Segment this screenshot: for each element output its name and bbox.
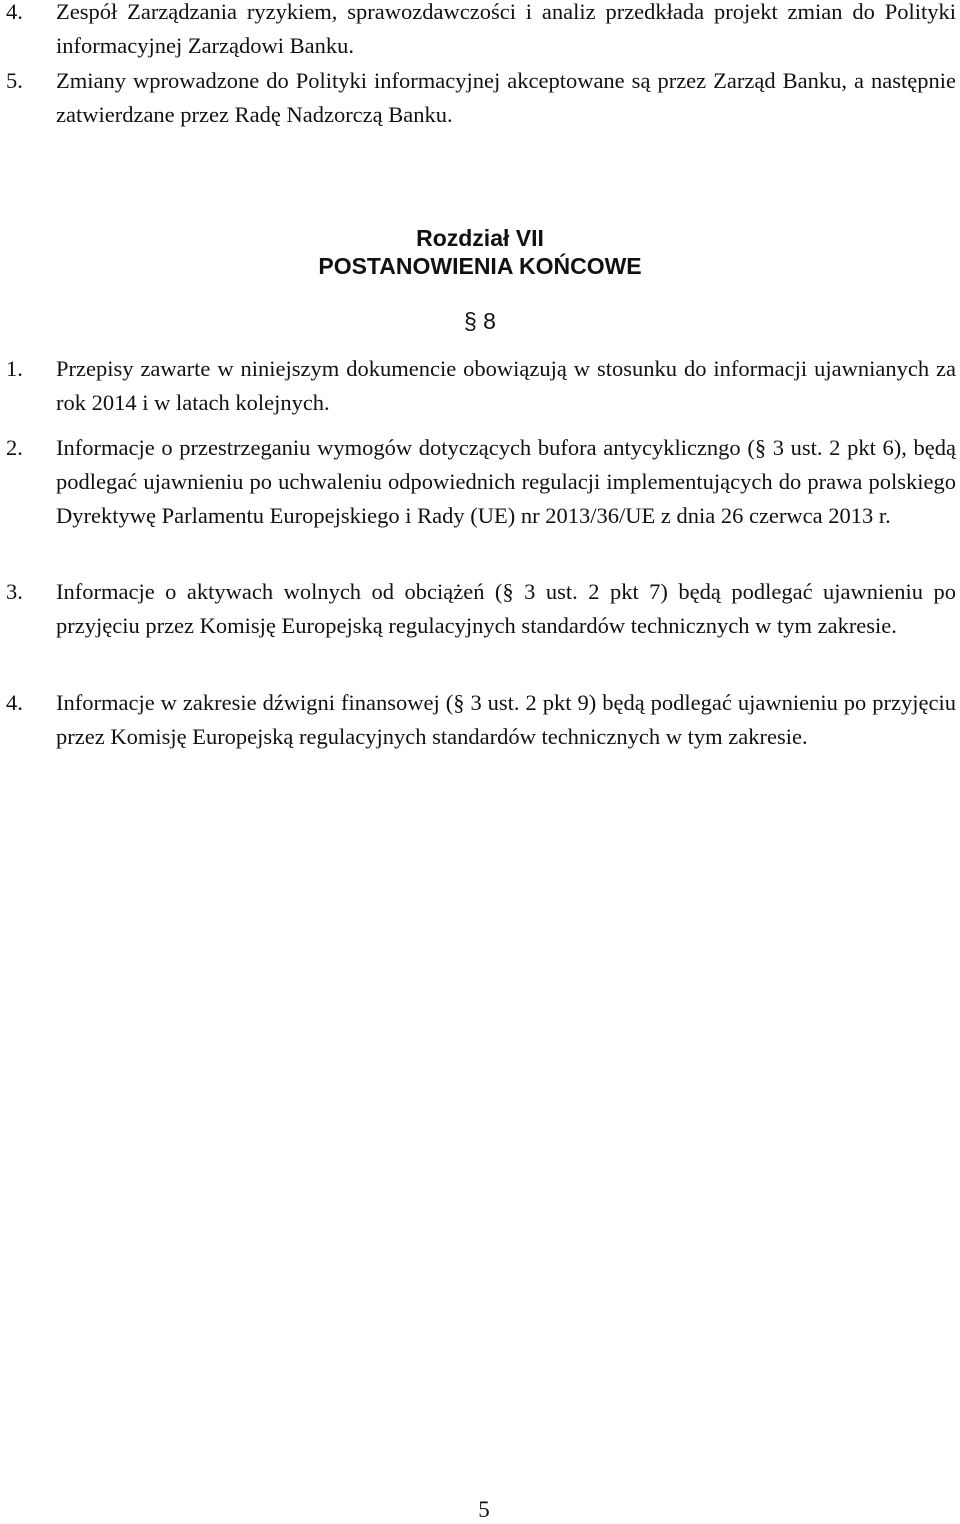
item-text: Przepisy zawarte w niniejszym dokumencie obowiązują w stosunku do informacji ujawnianych za rok 2014 i w latach kolejnych. xyxy=(56,356,956,415)
item-number: 3. xyxy=(6,579,23,604)
item-number: 4. xyxy=(6,0,23,24)
list-item xyxy=(6,0,956,63)
item-text: Informacje o przestrzeganiu wymogów dotyczących bufora antycykliczngo (§ 3 ust. 2 pkt 6), będą podlegać ujawnieniu po uchwaleniu odpowiednich regulacji implementujących do prawa polskiego Dyrektywę Parlamentu Europejskiego i Rady (UE) nr 2013/36/UE z dnia 26 czerwca 2013 r. xyxy=(56,435,956,528)
item-number: 2. xyxy=(6,435,23,460)
section-mark: § 8 xyxy=(464,308,496,334)
list-item xyxy=(6,431,956,533)
item-number: 4. xyxy=(6,690,23,715)
item-text: Informacje o aktywach wolnych od obciążeń (§ 3 ust. 2 pkt 7) będą podlegać ujawnieniu po przyjęciu przez Komisję Europejską regulacyjnych standardów technicznych w tym zakresie. xyxy=(56,579,956,638)
chapter-subtitle: POSTANOWIENIA KOŃCOWE xyxy=(318,253,642,279)
chapter-title: Rozdział VII xyxy=(416,225,544,251)
list-item xyxy=(6,575,956,643)
item-text: Informacje w zakresie dźwigni finansowej (§ 3 ust. 2 pkt 9) będą podlegać ujawnieniu po przyjęciu przez Komisję Europejską regulacyjnych standardów technicznych w tym zakresie. xyxy=(56,690,956,749)
list-item xyxy=(6,64,956,132)
item-number: 5. xyxy=(6,68,23,93)
item-text: Zespół Zarządzania ryzykiem, sprawozdawczości i analiz przedkłada projekt zmian do Polityki informacyjnej Zarządowi Banku. xyxy=(56,0,956,58)
list-item xyxy=(6,686,956,754)
item-number: 1. xyxy=(6,356,23,381)
item-text: Zmiany wprowadzone do Polityki informacyjnej akceptowane są przez Zarząd Banku, a następnie zatwierdzane przez Radę Nadzorczą Banku. xyxy=(56,68,956,127)
page-number: 5 xyxy=(478,1497,490,1522)
list-item xyxy=(6,352,956,420)
